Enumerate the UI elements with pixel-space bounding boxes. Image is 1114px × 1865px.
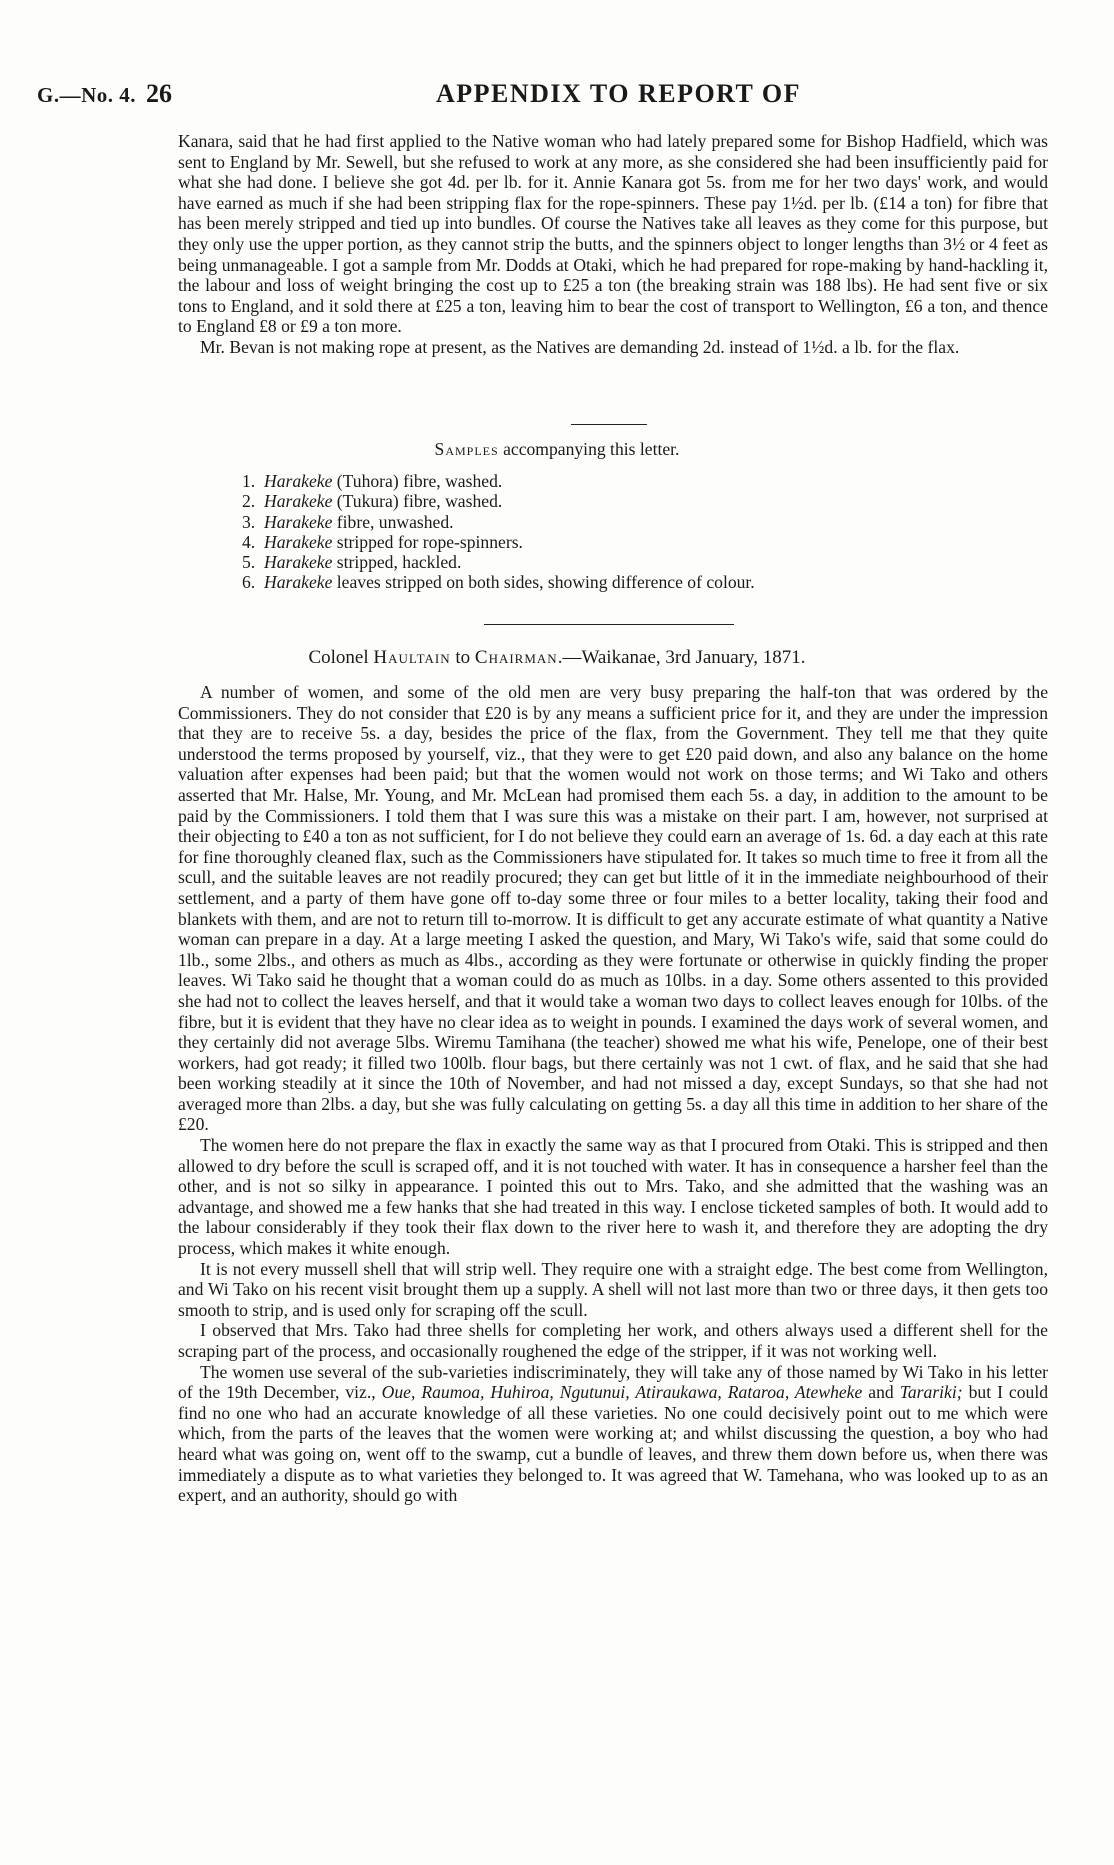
list-item-description: stripped for rope-spinners. [332,531,523,552]
intro-paragraph-1: Kanara, said that he had first applied to the Native woman who had lately prepared some for Bishop Hadfield, which was sent to England by Mr. Sewell, but she refused to work at any more, as she considered she had been insufficiently paid for what she had done. I believe she got 4d. per lb. for it. Annie Kanara got 5s. from me for her two days' work, and would have earned as much if she had been stripping flax for the rope-spinners. These pay 1½d. per lb. (£14 a ton) for fibre that has been merely stripped and tied up into bundles. Of course the Natives take all leaves as they come for this purpose, but they only use the upper portion, as they cannot strip the butts, and the spinners object to longer lengths than 3½ or 4 feet as being unmanageable. I got a sample from Mr. Dodds at Otaki, which he had prepared for rope-making by hand-hackling it, the labour and loss of weight bringing the cost up to £25 a ton (the breaking strain was 188 lbs). He had sent five or six tons to England, and it sold there at £25 a ton, leaving him to bear the cost of transport to Wellington, £6 a ton, and thence to England £8 or £9 a ton more. [178,131,1048,337]
list-item [242,532,942,552]
document-reference: G.—No. 4. [37,83,136,107]
samples-heading [0,439,1114,460]
list-item [242,552,942,572]
page-number: 26 [146,79,172,108]
list-item-name: Harakeke [264,471,333,491]
letter-heading [0,647,1114,669]
variety-names: Oue, Raumoa, Huhiroa, Ngutunui, Atiraukawa, Rataroa, Atewheke [381,1382,863,1403]
list-item-number: 5. [242,552,256,573]
letter-author: Haultain [373,647,451,668]
letter-paragraph-5-text: and [862,1382,900,1403]
list-item-name: Harakeke [264,491,333,512]
section-divider [571,424,647,425]
letter-recipient: Chairman [474,647,558,668]
list-item-name: Harakeke [264,531,333,552]
samples-heading-rest: accompanying this letter. [498,439,680,459]
letter-heading-part: Colonel [308,647,374,668]
letter-paragraph-3: It is not every mussell shell that will strip well. They require one with a straight edge. The best come from Wellington, and Wi Tako on his recent visit brought them up a supply. A shell will not last more than two or three days, it then gets too smooth to strip, and is used only for scraping off the scull. [178,1258,1048,1320]
list-item-name: Harakeke [264,552,333,573]
list-item-number: 4. [242,531,256,552]
letter-paragraph-5-text: The women use several of the sub-varieties indiscriminately, they will take any of those named by Wi Tako in his letter of the 19th December, viz., [178,1361,1048,1403]
list-item-description: (Tuhora) fibre, washed. [332,471,503,491]
letter-paragraph-2: The women here do not prepare the flax in exactly the same way as that I procured from Otaki. This is stripped and then allowed to dry before the scull is scraped off, and it is not touched with water. It has in consequence a harsher feel than the other, and is not so silky in appearance. I pointed this out to Mrs. Tako, and she admitted that the washing was an advantage, and showed me a few hanks that she had treated in this way. I enclose ticketed samples of both. It would add to the labour considerably if they took their flax down to the river here to wash it, and therefore they are adopting the dry process, which makes it white enough. [178,1135,1048,1259]
list-item-name: Harakeke [264,511,333,532]
list-item-description: fibre, unwashed. [332,511,454,532]
letter-date-place: .—Waikanae, 3rd January, 1871. [557,647,806,668]
list-item [242,471,942,491]
samples-heading-smallcaps: Samples [434,439,499,459]
list-item-description: leaves stripped on both sides, showing difference of colour. [332,572,755,593]
variety-name: Tarariki; [899,1382,963,1403]
section-divider [484,624,734,625]
list-item-number: 1. [242,471,256,491]
list-item-number: 2. [242,491,256,512]
intro-paragraph-2: Mr. Bevan is not making rope at present, as the Natives are demanding 2d. instead of 1½d. a lb. for the flax. [200,336,960,357]
letter-heading-part: to [450,647,475,668]
letter-paragraph-4: I observed that Mrs. Tako had three shells for completing her work, and others always used a different shell for the scraping part of the process, and occasionally roughened the edge of the stripper, if it was not working well. [178,1320,1048,1361]
list-item [242,572,942,592]
list-item [242,491,942,511]
letter-paragraph-5 [178,1362,1048,1506]
list-item-description: stripped, hackled. [332,552,462,573]
page-header [0,79,1114,119]
samples-list [242,471,942,593]
letter-paragraph-1: A number of women, and some of the old men are very busy preparing the half-ton that was ordered by the Commissioners. They do not consider that £20 is by any means a sufficient price for it, and they are under the impression that they are to receive 5s. a day, besides the price of the flax, from the Government. They tell me that they quite understood the terms proposed by yourself, viz., that they were to get £20 paid down, and also any balance on the home valuation after expenses had been paid; but that the women would not work on those terms; and Wi Tako and others asserted that Mr. Halse, Mr. Young, and Mr. McLean had promised them each 5s. a day, in addition to the amount to be paid by the Commissioners. I told them that I was sure this was a mistake on their part. I am, however, not surprised at their objecting to £40 a ton as not sufficient, for I do not believe they could earn an average of 1s. 6d. a day each at this rate for fine thoroughly cleaned flax, such as the Commissioners have stipulated for. It takes so much time to free it from all the scull, and the suitable leaves are not readily procured; they can get but little of it in the immediate neighbourhood of their settlement, and a party of them have gone off to-day some three or four miles to a better locality, taking their food and blankets with them, and are not to return till to-morrow. It is difficult to get any accurate estimate of what quantity a Native woman can prepare in a day. At a large meeting I asked the question, and Mary, Wi Tako's wife, said that some could do 1lb., some 2lbs., and others as much as 4lbs., according as they were fortunate or otherwise in quickly finding the proper leaves. Wi Tako said he thought that a woman could do as much as 10lbs. in a day. Some others assented to this provided she had not to collect the leaves herself, and that it would take a woman two days to collect leaves enough for 10lbs. of the fibre, but it is evident that they have no clear idea as to weight in pounds. I examined the days work of several women, and they certainly did not average 5lbs. Wiremu Tamihana (the teacher) showed me what his wife, Penelope, one of their best workers, had got ready; it filled two 100lb. flour bags, but there certainly was not 1 cwt. of flax, and he said that she had been working steadily at it since the 10th of November, and had not missed a day, except Sundays, so that she had not averaged more than 2lbs. a day, but she was fully calculating on getting 5s. a day all this time in addition to her share of the £20. [178,682,1048,1135]
list-item-number: 6. [242,572,256,593]
intro-section [178,131,1048,358]
running-title: APPENDIX TO REPORT OF [436,79,802,108]
list-item-number: 3. [242,511,256,532]
list-item-name: Harakeke [264,572,333,593]
list-item [242,512,942,532]
list-item-description: (Tukura) fibre, washed. [332,491,503,512]
letter-paragraph-5-text: but I could find no one who had an accurate knowledge of all these varieties. No one could decisively point out to me which were which, from the parts of the leaves that the women were working at; and whilst discussing the question, a boy who had heard what was going on, went off to the swamp, cut a bundle of leaves, and threw them down before us, when there was immediately a dispute as to what varieties they belonged to. It was agreed that W. Tamehana, who was looked up to as an expert, and an authority, should go with [178,1382,1049,1506]
letter-body [178,682,1048,1506]
